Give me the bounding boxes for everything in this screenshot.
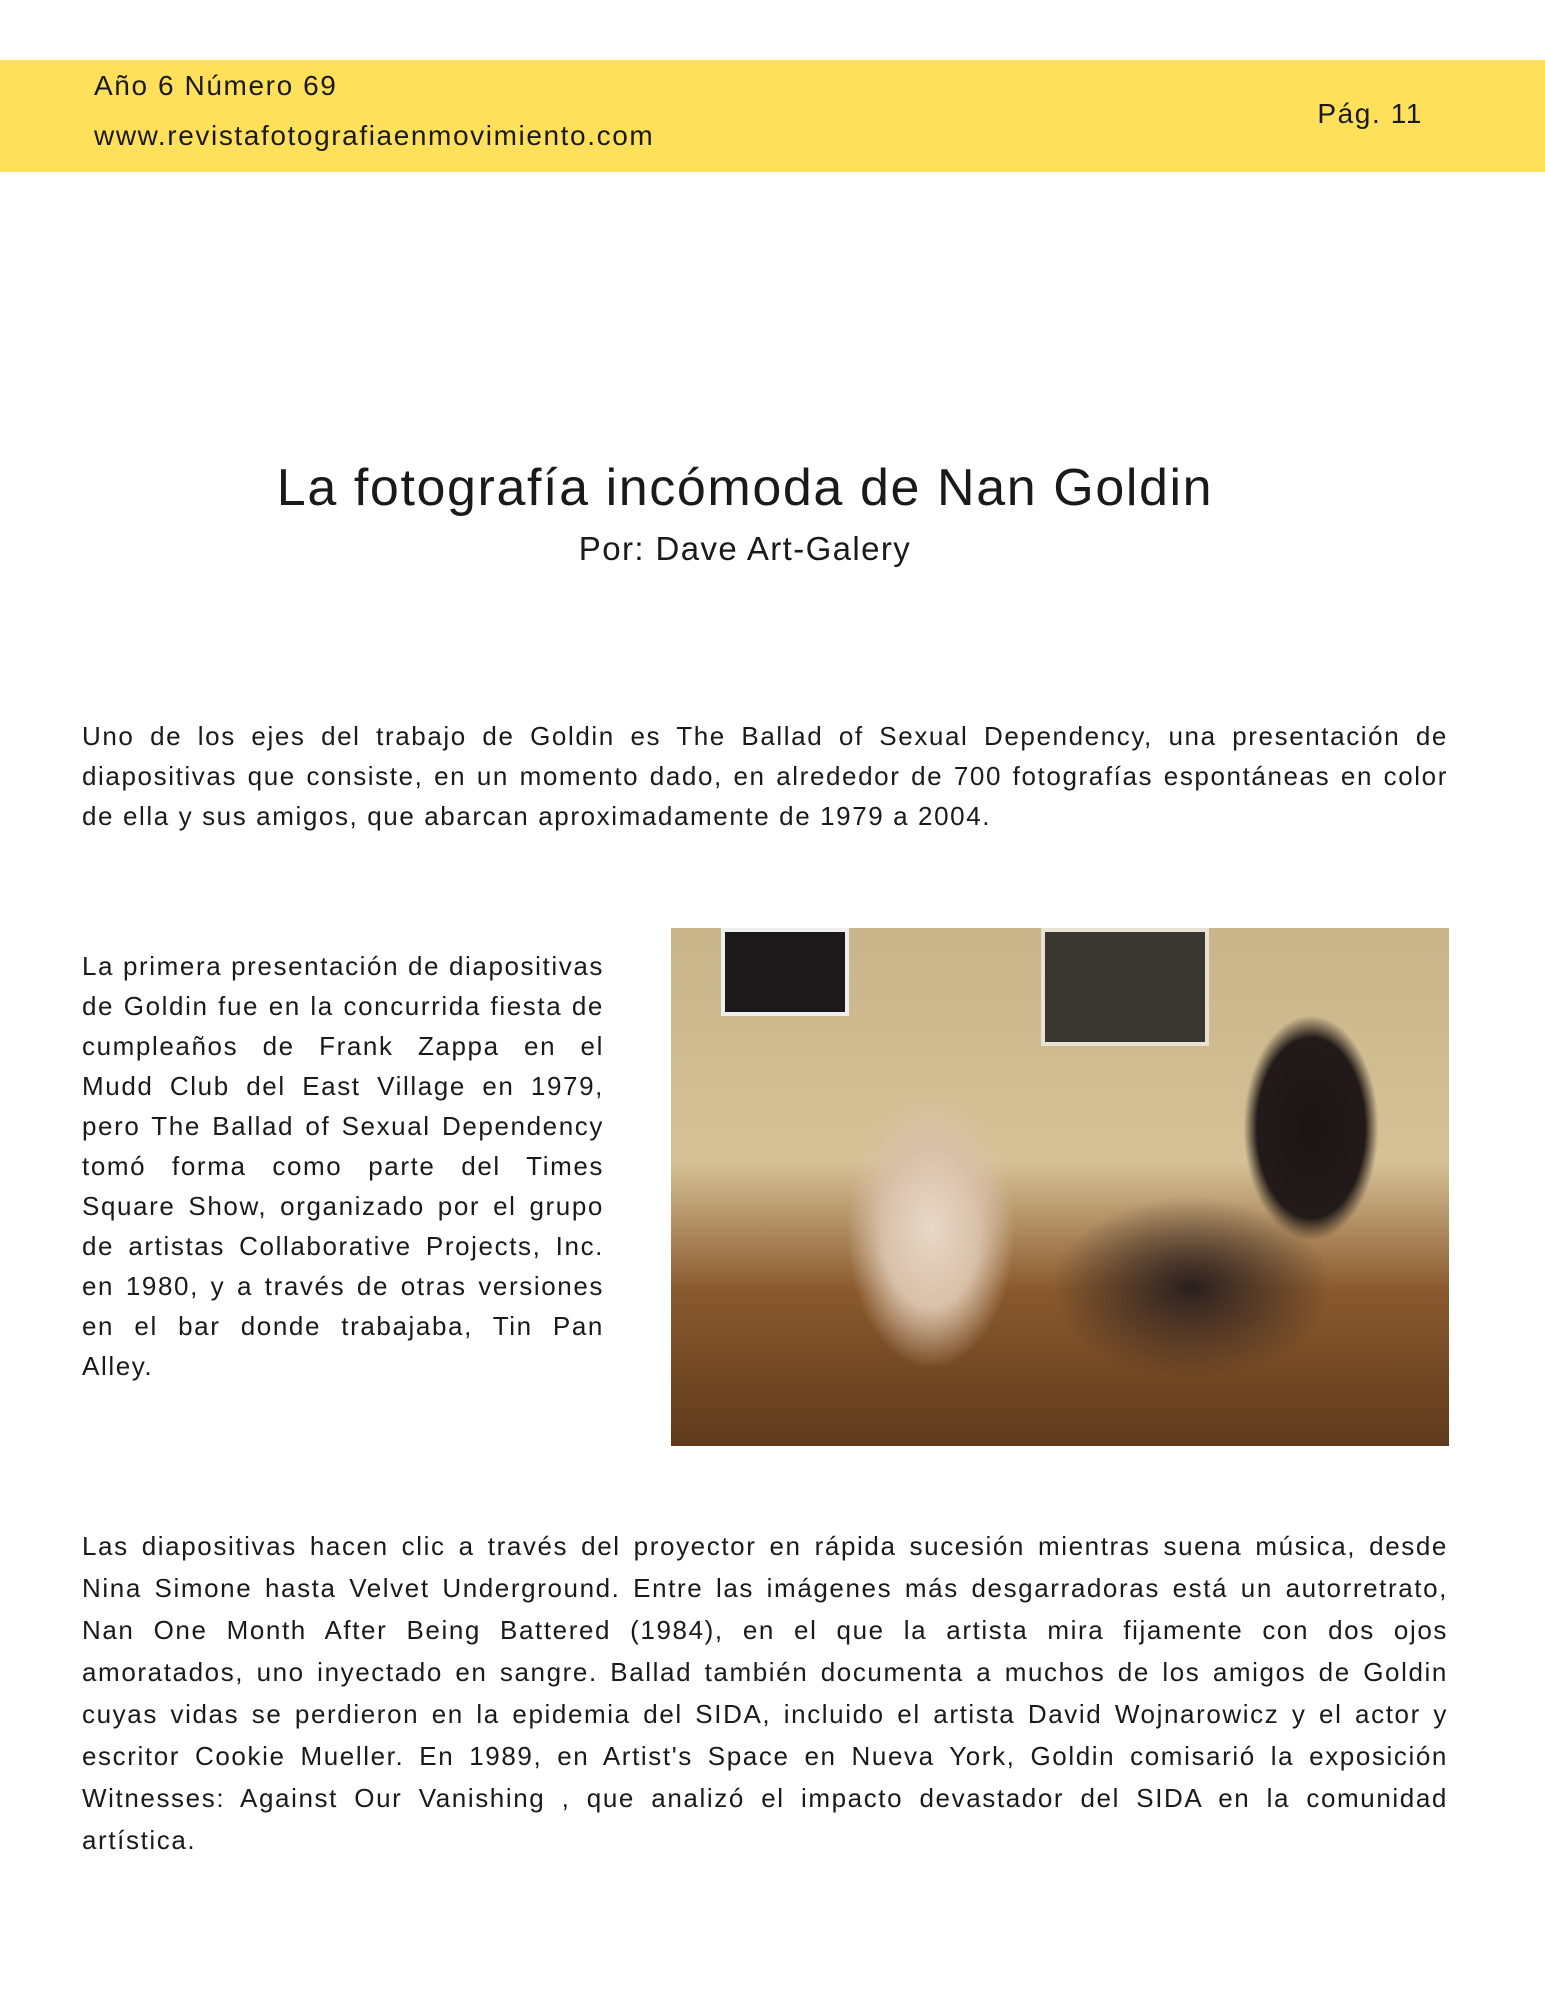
photo-window [721, 928, 849, 1016]
page-number: Pág. 11 [1317, 98, 1423, 129]
website-link[interactable]: www.revistafotografiaenmovimiento.com [94, 120, 655, 151]
issue-number: Año 6 Número 69 [94, 70, 338, 101]
party-photo [671, 928, 1449, 1446]
paragraph-first-slideshow: La primera presentación de diapositivas de Goldin fue en la concurrida fiesta de cumpleaños de Frank Zappa en el Mudd Club del East Village en 1979, pero The Ballad of Sexual Dependency tomó forma como parte del Times Square Show, organizado por el grupo de artistas Collaborative Projects, Inc. en 1980, y a través de otras versiones en el bar donde trabajaba, Tin Pan Alley. [82, 951, 604, 1381]
photo-window [1041, 928, 1209, 1046]
article-title: La fotografía incómoda de Nan Goldin [276, 459, 1214, 517]
article-byline: Por: Dave Art-Galery [578, 530, 912, 567]
paragraph-slides: Las diapositivas hacen clic a través del proyector en rápida sucesión mientras suena música, desde Nina Simone hasta Velvet Underground. Entre las imágenes más desgarradoras está un autorretrato, Nan One Month After Being Battered (1984), en el que la artista mira fijamente con dos ojos amoratados, uno inyectado en sangre. Ballad también documenta a muchos de los amigos de Goldin cuyas vidas se perdieron en la epidemia del SIDA, incluido el artista David Wojnarowicz y el actor y escritor Cookie Mueller. En 1989, en Artist's Space en Nueva York, Goldin comisarió la exposición Witnesses: Against Our Vanishing , que analizó el impacto devastador del SIDA en la comunidad artística. [82, 1531, 1448, 1855]
paragraph-intro: Uno de los ejes del trabajo de Goldin es The Ballad of Sexual Dependency, una presentación de diapositivas que consiste, en un momento dado, en alrededor de 700 fotografías espontáneas en color de ella y sus amigos, que abarcan aproximadamente de 1979 a 2004. [82, 721, 1448, 831]
